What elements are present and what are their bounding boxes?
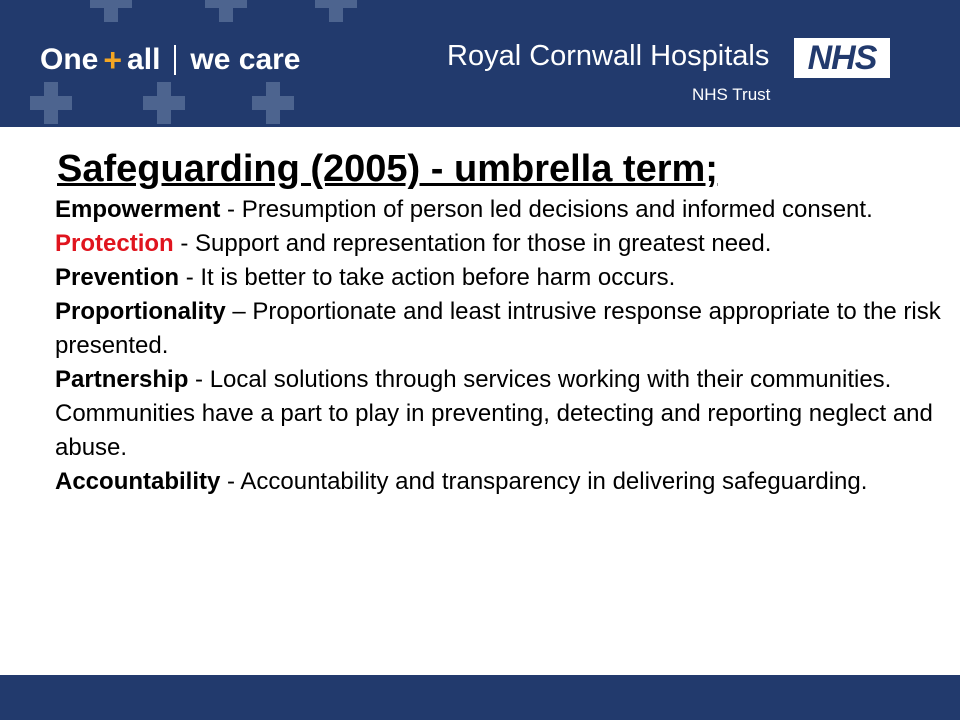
principle-partnership: [55, 363, 945, 465]
principle-description: - Local solutions through services working with their communities. Communities have a part to play in preventing, detecting and reporting neglect and abuse.: [55, 366, 933, 461]
slide-content: [55, 145, 945, 499]
principle-description: - Presumption of person led decisions and informed consent.: [220, 196, 873, 223]
principle-description: - It is better to take action before harm occurs.: [179, 264, 676, 291]
organisation-name: Royal Cornwall Hospitals: [447, 40, 770, 72]
tagline-divider: [174, 45, 176, 75]
principle-term: Accountability: [55, 468, 221, 495]
principles-list: [55, 193, 945, 499]
principle-description: - Support and representation for those in greatest need.: [173, 230, 772, 257]
tagline: [40, 40, 301, 80]
organisation-subtitle: NHS Trust: [692, 85, 771, 104]
principle-term: Proportionality: [55, 298, 226, 325]
principle-description: - Accountability and transparency in delivering safeguarding.: [220, 468, 868, 495]
tagline-one: One: [40, 43, 99, 76]
header-banner: [0, 0, 960, 127]
nhs-logo: [794, 38, 890, 78]
nhs-logo-text: NHS: [807, 38, 877, 77]
principle-description: – Proportionate and least intrusive response appropriate to the risk presented.: [55, 298, 941, 359]
plus-icon: +: [103, 41, 123, 78]
footer-bar: [0, 675, 960, 720]
principle-protection: [55, 227, 945, 261]
cross-decoration: [205, 0, 247, 22]
principle-term: Empowerment: [55, 196, 221, 223]
tagline-all: all: [127, 43, 161, 76]
cross-decoration: [143, 82, 185, 124]
principle-prevention: [55, 261, 945, 295]
cross-decoration: [252, 82, 294, 124]
cross-decoration: [30, 82, 72, 124]
principle-proportionality: [55, 295, 945, 363]
tagline-care: we care: [190, 43, 301, 76]
principle-empowerment: [55, 193, 945, 227]
principle-term: Protection: [55, 230, 174, 257]
cross-decoration: [315, 0, 357, 22]
principle-term: Prevention: [55, 264, 180, 291]
principle-term: Partnership: [55, 366, 189, 393]
principle-accountability: [55, 465, 945, 499]
cross-decoration: [90, 0, 132, 22]
slide-title: Safeguarding (2005) - umbrella term;: [57, 148, 718, 190]
